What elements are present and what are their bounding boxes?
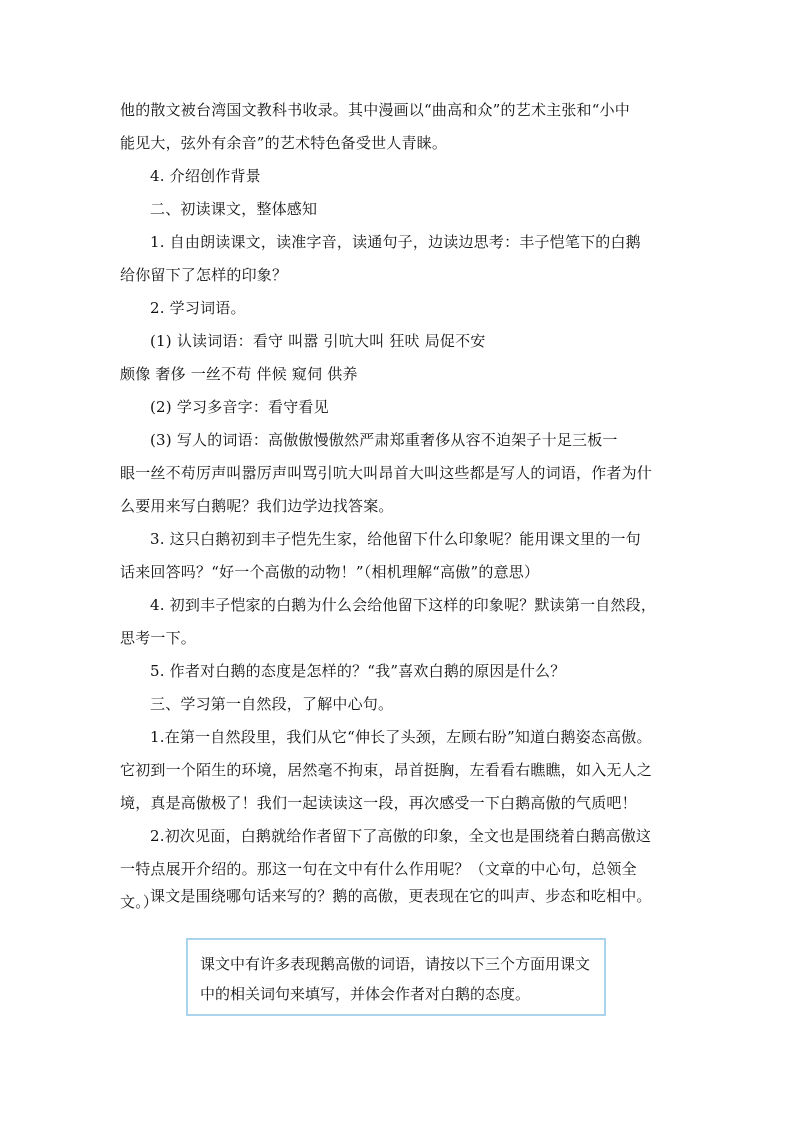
- paragraph-line: 文。）: [120, 893, 159, 911]
- section-heading: 二、初读课文，整体感知: [150, 200, 318, 218]
- paragraph-line: 思考一下。: [120, 629, 197, 647]
- vocab-line: (2) 学习多音字：看守看见: [150, 398, 329, 416]
- paragraph-line: 么要用来写白鹅呢？我们边学边找答案。: [120, 497, 394, 515]
- paragraph-line: 他的散文被台湾国文教科书收录。其中漫画以“曲高和众”的艺术主张和“小中: [120, 101, 631, 119]
- paragraph-line: 境，真是高傲极了！我们一起读读这一段，再次感受一下白鹅高傲的气质吧！: [120, 794, 637, 812]
- note-line: 中的相关词句来填写，并体会作者对白鹅的态度。: [200, 985, 531, 1003]
- paragraph-line: 它初到一个陌生的环境，居然毫不拘束，昂首挺胸，左看看右瞧瞧，如入无人之: [120, 761, 653, 779]
- paragraph-line: 能见大，弦外有余音”的艺术特色备受世人青睐。: [120, 134, 448, 152]
- paragraph-line: 2.初次见面，白鹅就给作者留下了高傲的印象，全文也是围绕着白鹅高傲这: [150, 827, 652, 845]
- paragraph-line: 眼一丝不苟厉声叫嚣厉声叫骂引吭大叫昂首大叫这些都是写人的词语，作者为什: [120, 464, 653, 482]
- paragraph-line: 一特点展开介绍的。那这一句在文中有什么作用呢？（文章的中心句，总领全: [120, 860, 637, 878]
- paragraph-line: (3) 写人的词语：高傲傲慢傲然严肃郑重奢侈从容不迫架子十足三板一: [150, 431, 618, 449]
- paragraph-line: 话来回答吗？“好一个高傲的动物！”（相机理解“高傲”的意思）: [120, 563, 540, 581]
- paragraph-line: 5. 作者对白鹅的态度是怎样的？“我”喜欢白鹅的原因是什么？: [150, 662, 566, 680]
- paragraph-line: 1. 自由朗读课文，读准字音，读通句子，边读边思考：丰子恺笔下的白鹅: [150, 233, 641, 251]
- note-line: 课文中有许多表现鹅高傲的词语，请按以下三个方面用课文: [200, 955, 591, 973]
- paragraph-line: 3. 这只白鹅初到丰子恺先生家，给他留下什么印象呢？能用课文里的一句: [150, 530, 641, 548]
- paragraph-line: 4. 初到丰子恺家的白鹅为什么会给他留下这样的印象呢？默读第一自然段，: [150, 596, 657, 614]
- paragraph-line: 课文是围绕哪句话来写的？鹅的高傲，更表现在它的叫声、步态和吃相中。: [150, 887, 652, 905]
- vocab-line: (1) 认读词语：看守 叫嚣 引吭大叫 狂吠 局促不安: [150, 332, 486, 350]
- section-heading: 三、学习第一自然段，了解中心句。: [150, 695, 394, 713]
- paragraph-line: 给你留下了怎样的印象？: [120, 266, 288, 284]
- paragraph-line: 1.在第一自然段里，我们从它“伸长了头颈，左顾右盼”知道白鹅姿态高傲。: [150, 728, 652, 746]
- task-note-box: [186, 938, 606, 1016]
- paragraph-line: 2. 学习词语。: [150, 299, 246, 317]
- section-heading: 4. 介绍创作背景: [150, 167, 261, 185]
- vocab-line: 颇像 奢侈 一丝不苟 伴候 窥伺 供养: [120, 365, 358, 383]
